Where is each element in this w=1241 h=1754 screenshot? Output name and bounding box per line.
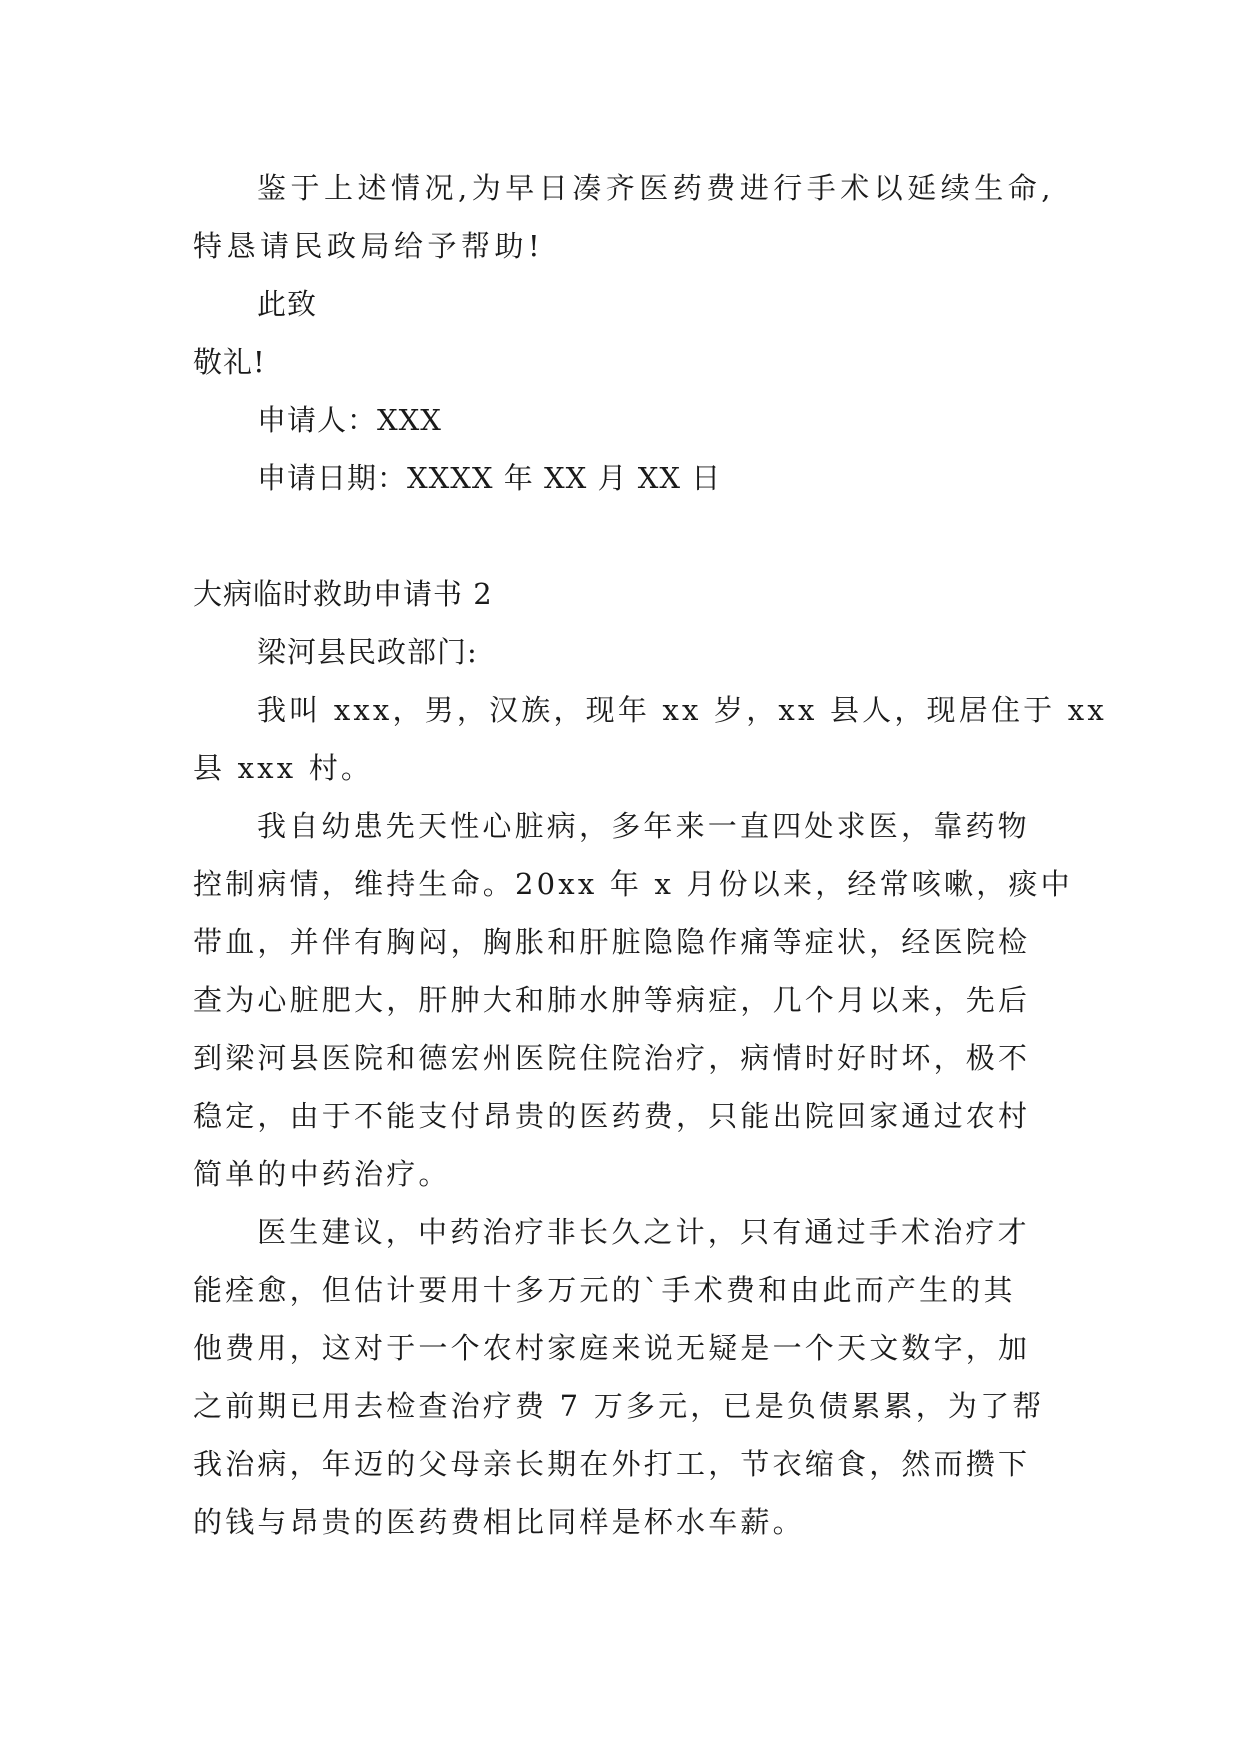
paragraph-line: 县 xxx 村。: [193, 751, 374, 785]
paragraph-line: 鉴于上述情况,为早日凑齐医药费进行手术以延续生命,: [257, 171, 1055, 205]
paragraph-line: 带血，并伴有胸闷，胸胀和肝脏隐隐作痛等症状，经医院检: [193, 925, 1031, 959]
section-title: 大病临时救助申请书 2: [193, 577, 493, 611]
paragraph-line: 能痊愈，但估计要用十多万元的`手术费和由此而产生的其: [193, 1273, 1016, 1307]
application-date: 申请日期：XXXX 年 XX 月 XX 日: [257, 461, 722, 495]
closing-salute: 敬礼!: [193, 345, 266, 379]
paragraph-line: 之前期已用去检查治疗费 7 万多元，已是负债累累，为了帮: [193, 1389, 1045, 1423]
salutation: 梁河县民政部门:: [257, 635, 478, 669]
applicant-line: 申请人：XXX: [257, 403, 442, 437]
paragraph-line: 医生建议，中药治疗非长久之计，只有通过手术治疗才: [257, 1215, 1030, 1249]
paragraph-line: 控制病情，维持生命。20xx 年 x 月份以来，经常咳嗽，痰中: [193, 867, 1073, 901]
paragraph-line: 我治病，年迈的父母亲长期在外打工，节衣缩食，然而攒下: [193, 1447, 1031, 1481]
paragraph-line: 到梁河县医院和德宏州医院住院治疗，病情时好时坏，极不: [193, 1041, 1031, 1075]
paragraph-line: 他费用，这对于一个农村家庭来说无疑是一个天文数字，加: [193, 1331, 1031, 1365]
paragraph-line: 我叫 xxx，男，汉族，现年 xx 岁，xx 县人，现居住于 xx: [257, 693, 1107, 727]
paragraph-line: 查为心脏肥大，肝肿大和肺水肿等病症，几个月以来，先后: [193, 983, 1031, 1017]
closing-greeting: 此致: [257, 287, 318, 321]
paragraph-line: 简单的中药治疗。: [193, 1157, 451, 1191]
paragraph-line: 的钱与昂贵的医药费相比同样是杯水车薪。: [193, 1505, 805, 1539]
paragraph-line: 我自幼患先天性心脏病，多年来一直四处求医，靠药物: [257, 809, 1030, 843]
paragraph-line: 稳定，由于不能支付昂贵的医药费，只能出院回家通过农村: [193, 1099, 1031, 1133]
paragraph-line: 特恳请民政局给予帮助!: [193, 229, 545, 263]
